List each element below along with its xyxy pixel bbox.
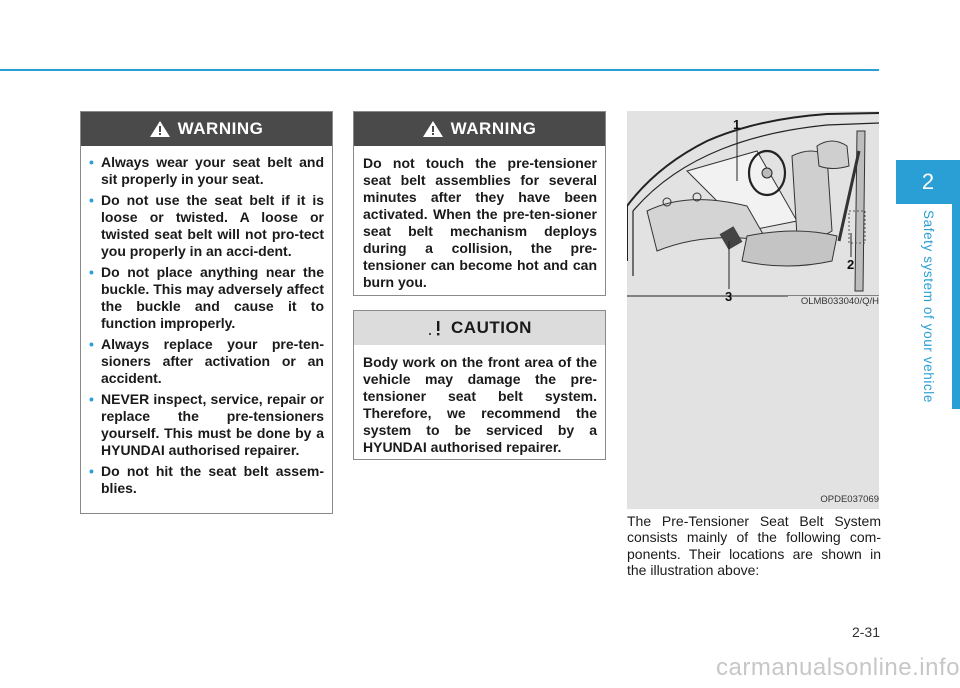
page-number: 2-31 (851, 624, 880, 640)
warning-heading-left: WARNING (177, 119, 264, 138)
callout-2: 2 (847, 257, 855, 272)
list-item: • Do not place anything near the buckle. This may adversely affect the buckle and cause it to function improperly. (101, 264, 324, 332)
chapter-number: 2 (921, 169, 935, 194)
list-item: • Do not use the seat belt if it is loose or twisted. A loose or twisted seat belt will not pro-tect you properly in an acci-dent. (101, 192, 324, 260)
watermark: carmanualsonline.info (716, 654, 960, 681)
chapter-strip (952, 204, 960, 409)
header-rule (0, 69, 879, 71)
body-paragraph: The Pre-Tensioner Seat Belt System consists mainly of the following com-ponents. Their locations are shown in the illustration above: (627, 513, 881, 579)
callout-3: 3 (725, 289, 733, 304)
list-item: • Do not hit the seat belt assem-blies. (101, 463, 324, 497)
caution-header (354, 311, 605, 345)
figure-code-outer: OPDE037069 (820, 494, 879, 505)
caution-heading: CAUTION (451, 318, 532, 337)
warning-triangle-icon (423, 121, 443, 137)
warning-box-middle (353, 111, 606, 296)
warning-text-middle: Do not touch the pre-tensioner seat belt assemblies for several minutes after they have been activated. When the pre-ten-sioner seat belt mechanism deploys during a collision, the pre-tensioner can become hot and can burn you. (363, 155, 597, 290)
seatbelt-illustration (627, 111, 879, 509)
car-interior-drawing (627, 111, 879, 509)
callout-1: 1 (733, 117, 741, 132)
chapter-title: Safety system of your vehicle (920, 210, 936, 403)
warning-heading-middle: WARNING (450, 119, 537, 138)
list-item: • Always replace your pre-ten-sioners after activation or an accident. (101, 336, 324, 387)
chapter-number-tab (896, 160, 960, 204)
warning-triangle-icon (150, 121, 170, 137)
caution-text: Body work on the front area of the vehicle may damage the pre-tensioner seat belt system. Therefore, we recommend the system to be serviced by a HYUNDAI authorised repairer. (363, 354, 597, 455)
caution-exclamation-icon (427, 319, 443, 337)
list-item: • Always wear your seat belt and sit properly in your seat. (101, 154, 324, 188)
chapter-title-tab (896, 204, 960, 409)
warning-box-left (80, 111, 333, 514)
warning-header-left (81, 112, 332, 146)
list-item: • NEVER inspect, service, repair or replace the pre-tensioners yourself. This must be done by a HYUNDAI authorised repairer. (101, 391, 324, 459)
caution-box (353, 310, 606, 460)
warning-list-left (101, 154, 324, 497)
warning-header-middle (354, 112, 605, 146)
figure-code-inner: OLMB033040/Q/H (788, 296, 879, 307)
